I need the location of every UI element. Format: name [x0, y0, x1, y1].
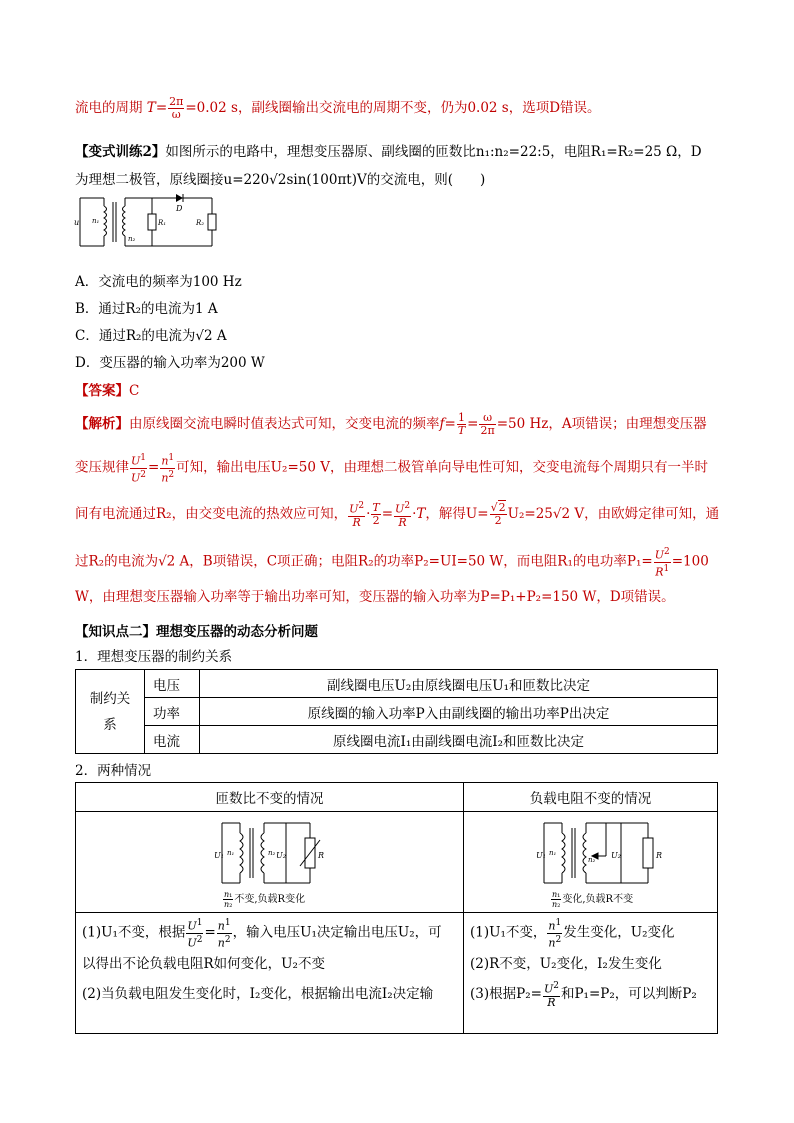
svg-text:R: R — [318, 851, 325, 860]
constraint-key: 电流 — [145, 726, 200, 754]
answer: 【答案】C — [75, 383, 140, 399]
constraint-value: 原线圈的输入功率P入由副线圈的输出功率P出决定 — [200, 698, 718, 726]
analysis-line-3: 间有电流通过R₂，由交变电流的热效应可知， $\frac{U^2}{R}$ · $\frac{T}{2}$ = $\frac{U^2}{R}$ ·T，解得U= $\frac{√2}{2}$ U₂=25√2 V，由欧姆定律可知，通 — [75, 500, 720, 529]
right-explanation: (1)U₁不变， $\frac{n^1}{n^2}$ 发生变化，U₂变化 (2)R不变，U₂变化，I₂发生变化 (3)根据P₂= $\frac{U^2}{R}$ 和P₁=P₂，可以判断P₂ — [464, 913, 718, 1034]
fig2-caption: $\frac{\text{n₁}}{\text{n₂}}$ 变化,负载R不变 — [552, 890, 634, 909]
svg-text:R: R — [656, 851, 663, 860]
analysis-line-5: W，由理想变压器输入功率等于输出功率可知，变压器的输入功率为P=P₁+P₂=150 W，D项错误。 — [75, 589, 675, 605]
svg-text:n₁: n₁ — [227, 849, 235, 857]
svg-text:n₂: n₂ — [268, 849, 276, 857]
exercise-line-1: 【变式训练2】如图所示的电路中，理想变压器原、副线圈的匝数比n₁:n₂=22:5，电阻R₁=R₂=25 Ω，D — [75, 144, 702, 160]
table-row — [76, 726, 718, 754]
n1-label: n₁ — [92, 217, 100, 225]
svg-text:U₂: U₂ — [276, 851, 286, 860]
fig2-cell — [464, 812, 718, 913]
option-b: B．通过R₂的电流为1 A — [75, 301, 218, 317]
left-explanation: (1)U₁不变，根据 $\frac{U^1}{U^2}$ = $\frac{n^1}{n^2}$ ，输入电压U₁决定输出电压U₂，可 以得出不论负载电阻R如何变化，U₂不变 (2)当负载电阻发生变化时，I₂变化，根据输出电流I₂决定输 — [76, 913, 464, 1034]
d-label: D — [176, 204, 183, 213]
analysis-line-2: 变压规律 $\frac{U^1}{U^2}$ = $\frac{n^1}{n^2}$ 可知，输出电压U₂=50 V，由理想二极管单向导电性可知，交变电流每个周期只有一半时 — [75, 453, 708, 485]
option-a: A．交流电的频率为100 Hz — [75, 274, 242, 290]
analysis-line-1: 【解析】由原线圈交流电瞬时值表达式可知，交变电流的频率f= $\frac{1}{T}$ = $\frac{\omega}{2\pi}$ =50 Hz，A项错误；由理想变压器 — [75, 411, 707, 437]
option-d: D．变压器的输入功率为200 W — [75, 355, 265, 371]
cases-table — [75, 782, 718, 1034]
subheading-1: 1．理想变压器的制约关系 — [75, 649, 233, 665]
svg-text:U₁: U₁ — [214, 851, 224, 860]
constraint-key: 电压 — [145, 670, 200, 698]
constraint-group-label: 制约关系 — [76, 670, 145, 754]
svg-text:U₁: U₁ — [536, 851, 546, 860]
subheading-2: 2．两种情况 — [75, 763, 152, 779]
option-c: C．通过R₂的电流为√2 A — [75, 328, 227, 344]
period-fraction: $\frac{2\pi}{\omega}$ — [169, 95, 184, 121]
table-row — [76, 698, 718, 726]
col1-header: 匝数比不变的情况 — [76, 783, 464, 812]
constraint-value: 原线圈电流I₁由副线圈电流I₂和匝数比决定 — [200, 726, 718, 754]
exercise-line-2: 为理想二极管，原线圈接u=220√2sin(100πt)V的交流电，则( ) — [75, 172, 486, 188]
svg-text:n₂: n₂ — [588, 856, 596, 864]
fig1-cell — [76, 812, 464, 913]
constraint-value: 副线圈电压U₂由原线圈电压U₁和匝数比决定 — [200, 670, 718, 698]
top-line: 流电的周期 T= $\frac{2\pi}{\omega}$ =0.02 s，副线圈输出交流电的周期不变，仍为0.02 s，选项D错误。 — [75, 95, 601, 121]
r1-label: R₁ — [158, 219, 167, 227]
n2-label: n₂ — [128, 235, 136, 243]
constraint-table — [75, 669, 718, 754]
analysis-line-4: 过R₂的电流为√2 A，B项错误，C项正确；电阻R₂的功率P₂=UI=50 W，而电阻R₁的电功率P₁= $\frac{U^2}{R^1}$ =100 — [75, 547, 709, 579]
svg-text:U₂: U₂ — [611, 851, 621, 860]
col2-header: 负载电阻不变的情况 — [464, 783, 718, 812]
exercise-circuit-diagram — [72, 192, 222, 252]
constraint-key: 功率 — [145, 698, 200, 726]
u-label: u — [74, 218, 80, 227]
svg-text:n₁: n₁ — [549, 849, 557, 857]
r2-label: R₂ — [196, 219, 205, 227]
fig1-caption: $\frac{\text{n₁}}{\text{n₂}}$ 不变,负载R变化 — [224, 890, 306, 909]
section-heading: 【知识点二】理想变压器的动态分析问题 — [75, 624, 318, 640]
table-row — [76, 670, 718, 698]
fig2-circuit-diagram — [536, 818, 666, 888]
fig1-circuit-diagram — [214, 818, 334, 888]
